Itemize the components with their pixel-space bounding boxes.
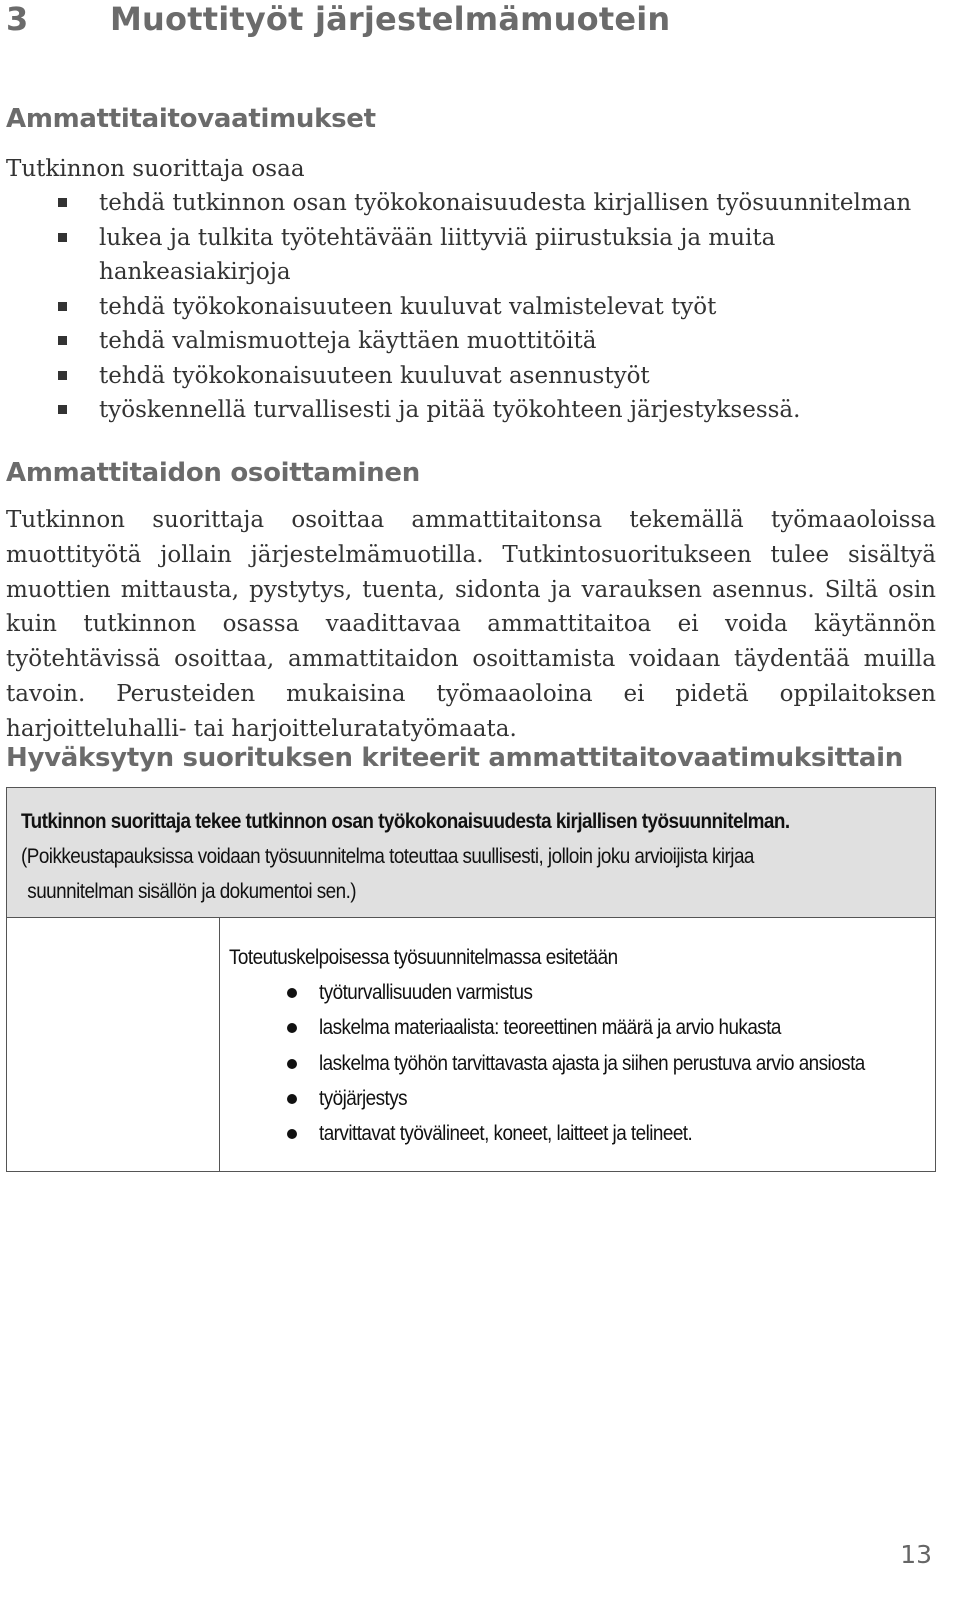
criteria-summary-box <box>6 787 936 918</box>
square-bullet-icon <box>58 302 67 311</box>
criteria-detail-cell <box>229 940 929 1151</box>
criteria-lead: Tutkinnon suorittaja tekee tutkinnon osan työkokonaisuudesta kirjallisen työsuunnitelman. <box>21 810 790 833</box>
chapter-number: 3 <box>6 0 29 38</box>
demonstration-paragraph: Tutkinnon suorittaja osoittaa ammattitaitonsa tekemällä työmaaoloissa muottityötä jollain järjestelmämuotilla. Tutkintosuoritukseen tulee sisältyä muottien mittausta, pystytys, tuenta, sidonta ja varauksen asennus. Siltä osin kuin tutkinnon osassa vaadittavaa ammattitaitoa ei voida käytännön työtehtävissä osoittaa, ammattitaidon osoittamista voidaan täydentää muilla tavoin. Perusteiden mukaisina työmaaoloina ei pidetä oppilaitoksen harjoitteluhalli- tai harjoitteluratatyömaata. <box>6 507 936 742</box>
list-item: tehdä valmismuotteja käyttäen muottitöitä <box>6 324 946 359</box>
criteria-note-line2: suunnitelman sisällön ja dokumentoi sen.) <box>27 880 357 903</box>
square-bullet-icon <box>58 336 67 345</box>
requirements-intro: Tutkinnon suorittaja osaa <box>6 156 305 182</box>
bullet-dot-icon <box>287 1094 297 1104</box>
criteria-table <box>6 918 936 1172</box>
criteria-cell-headline: Toteutuskelpoisessa työsuunnitelmassa esitetään <box>229 946 618 969</box>
requirements-heading: Ammattitaitovaatimukset <box>6 104 376 134</box>
bullet-dot-icon <box>287 1059 297 1069</box>
list-item: työjärjestys <box>229 1081 929 1116</box>
criteria-empty-cell <box>7 918 220 1171</box>
list-item: tehdä työkokonaisuuteen kuuluvat asennustyöt <box>6 359 946 394</box>
criteria-heading: Hyväksytyn suorituksen kriteerit ammattitaitovaatimuksittain <box>6 743 903 773</box>
chapter-title <box>6 0 670 38</box>
requirements-list <box>6 186 946 428</box>
list-item: työturvallisuuden varmistus <box>229 975 929 1010</box>
bullet-dot-icon <box>287 1023 297 1033</box>
square-bullet-icon <box>58 233 67 242</box>
square-bullet-icon <box>58 405 67 414</box>
bullet-dot-icon <box>287 1129 297 1139</box>
square-bullet-icon <box>58 198 67 207</box>
list-item: laskelma materiaalista: teoreettinen määrä ja arvio hukasta <box>229 1010 929 1045</box>
list-item: työskennellä turvallisesti ja pitää työkohteen järjestyksessä. <box>6 393 946 428</box>
chapter-title-text: Muottityöt järjestelmämuotein <box>110 0 671 38</box>
list-item: lukea ja tulkita työtehtävään liittyviä piirustuksia ja muita hankeasiakirjoja <box>6 221 946 290</box>
bullet-dot-icon <box>287 988 297 998</box>
list-item: tehdä tutkinnon osan työkokonaisuudesta kirjallisen työsuunnitelman <box>6 186 946 221</box>
criteria-cell-list <box>229 975 929 1151</box>
list-item: tehdä työkokonaisuuteen kuuluvat valmistelevat työt <box>6 290 946 325</box>
criteria-note-line1: (Poikkeustapauksissa voidaan työsuunnitelma toteuttaa suullisesti, jolloin joku arvioijista kirjaa <box>21 845 754 868</box>
list-item: tarvittavat työvälineet, koneet, laitteet ja telineet. <box>229 1116 929 1151</box>
square-bullet-icon <box>58 371 67 380</box>
demonstration-heading: Ammattitaidon osoittaminen <box>6 458 420 488</box>
list-item: laskelma työhön tarvittavasta ajasta ja siihen perustuva arvio ansiosta <box>229 1046 929 1081</box>
page-number: 13 <box>900 1540 932 1569</box>
